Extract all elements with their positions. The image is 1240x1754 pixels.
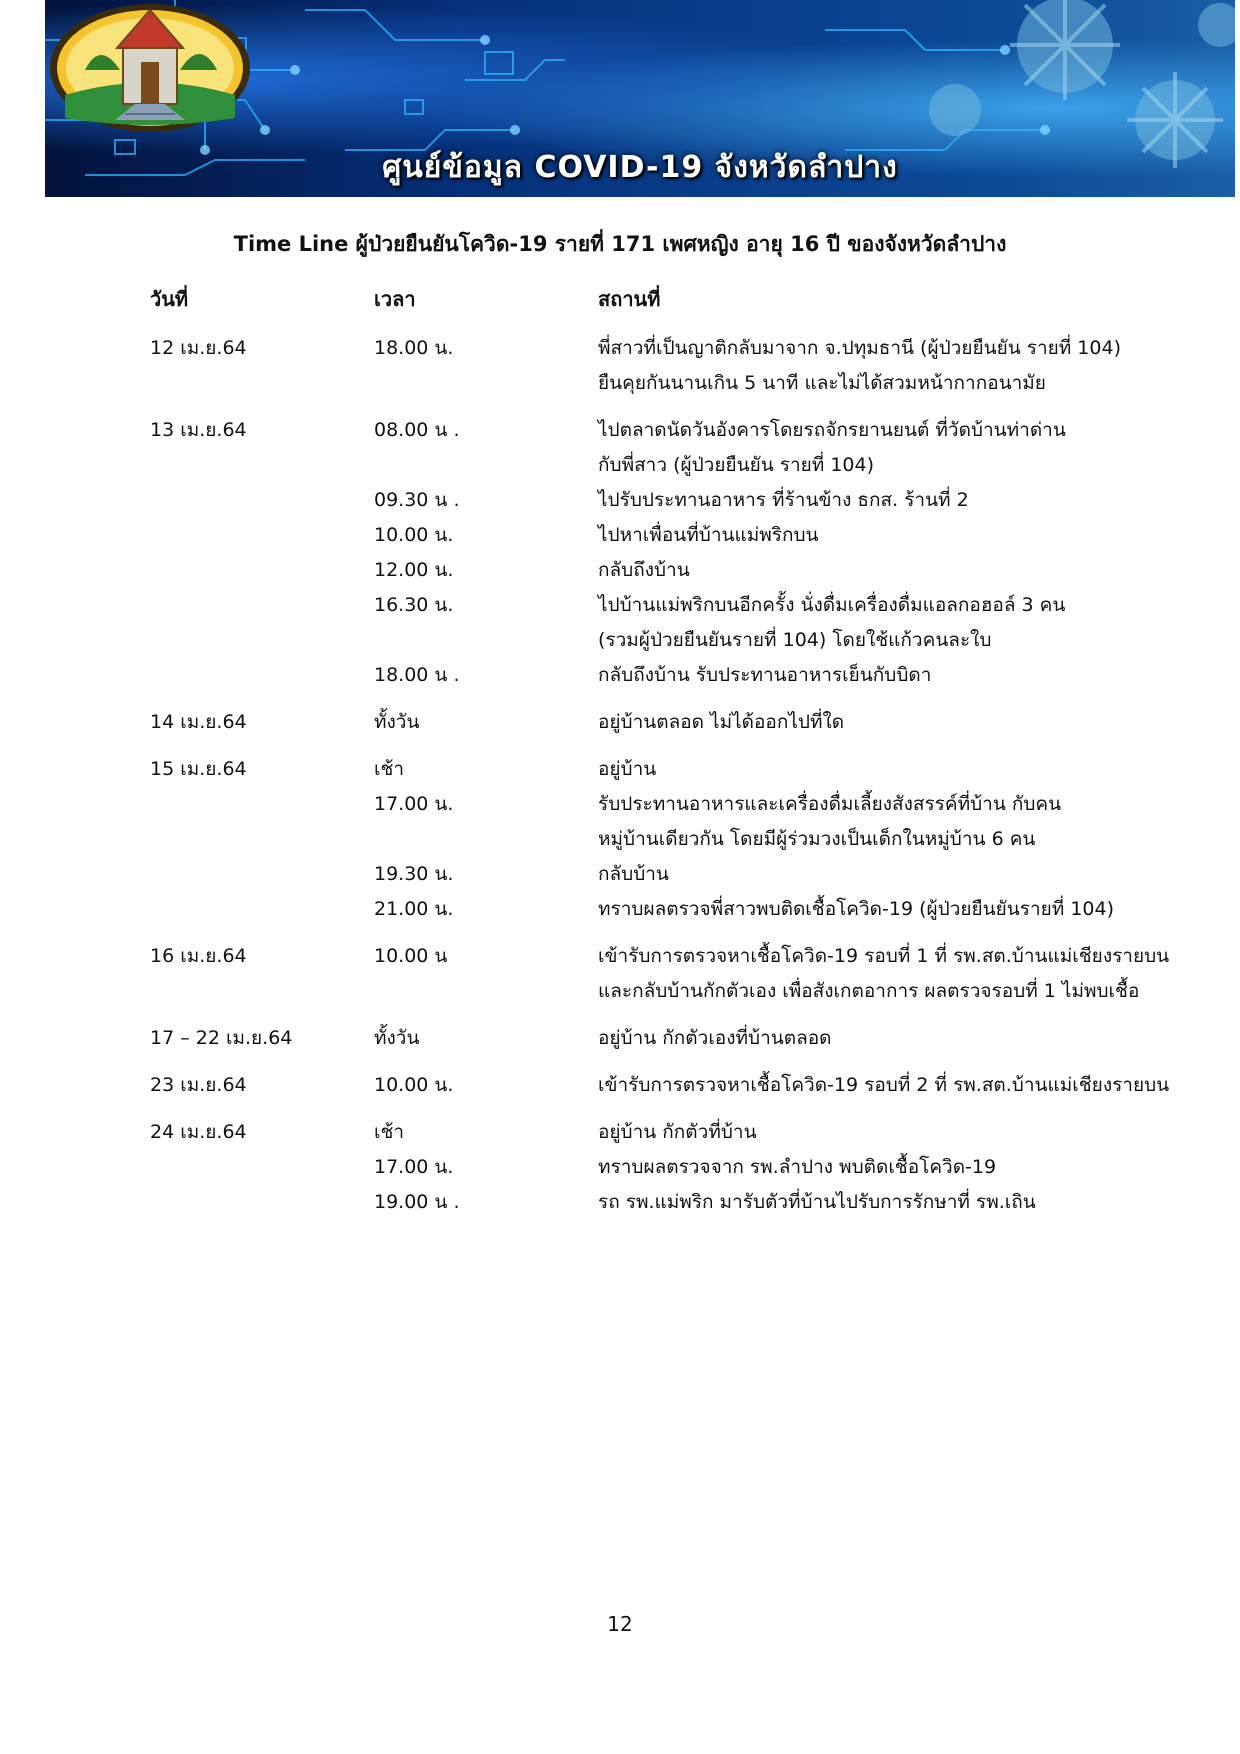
entry-date: 14 เม.ย.64 (150, 711, 247, 733)
entry-place (598, 892, 1200, 927)
entry-place (598, 588, 1200, 658)
entry-place-line: กลับถึงบ้าน (598, 559, 690, 581)
entry-place-line: กับพี่สาว (ผู้ป่วยยืนยัน รายที่ 104) (598, 454, 875, 476)
entry-place-line: ทราบผลตรวจพี่สาวพบติดเชื้อโควิด-19 (ผู้ป่วยยืนยันรายที่ 104) (598, 898, 1114, 920)
timeline-day-group (150, 705, 1200, 740)
timeline-entry (150, 553, 1200, 588)
entry-place-line: (รวมผู้ป่วยยืนยันรายที่ 104) โดยใช้แก้วคนละใบ (598, 629, 992, 651)
timeline-entry (150, 787, 1200, 857)
entry-place (598, 1185, 1200, 1220)
timeline-entry (150, 1150, 1200, 1185)
entry-date: 16 เม.ย.64 (150, 945, 247, 967)
timeline-entry (150, 857, 1200, 892)
entry-place (598, 413, 1200, 483)
entry-place-line: พี่สาวที่เป็นญาติกลับมาจาก จ.ปทุมธานี (ผู้ป่วยยืนยัน รายที่ 104) (598, 337, 1121, 359)
entry-place (598, 1115, 1200, 1150)
banner-title: ศูนย์ข้อมูล COVID-19 จังหวัดลำปาง (382, 150, 898, 185)
entry-place-line: ไปหาเพื่อนที่บ้านแม่พริกบน (598, 524, 819, 546)
entry-place-line: อยู่บ้าน กักตัวที่บ้าน (598, 1121, 757, 1143)
entry-time: 19.00 น . (374, 1191, 460, 1213)
entry-date: 13 เม.ย.64 (150, 419, 247, 441)
entry-time: 09.30 น . (374, 489, 460, 511)
timeline-entry (150, 1115, 1200, 1150)
entry-time: 18.00 น. (374, 337, 454, 359)
timeline-day-group (150, 331, 1200, 401)
timeline-entry (150, 588, 1200, 658)
timeline-table (150, 282, 1200, 1232)
entry-place-line: ทราบผลตรวจจาก รพ.ลำปาง พบติดเชื้อโควิด-19 (598, 1156, 997, 1178)
timeline-entry (150, 1021, 1200, 1056)
entry-date: 17 – 22 เม.ย.64 (150, 1027, 293, 1049)
timeline-entry (150, 705, 1200, 740)
entry-place (598, 787, 1200, 857)
entry-place-line: หมู่บ้านเดียวกัน โดยมีผู้ร่วมวงเป็นเด็กในหมู่บ้าน 6 คน (598, 828, 1036, 850)
entry-place-line: รับประทานอาหารและเครื่องดื่มเลี้ยงสังสรรค์ที่บ้าน กับคน (598, 793, 1062, 815)
entry-date (150, 588, 374, 658)
lampang-province-seal-icon (45, 0, 255, 136)
timeline-day-group (150, 752, 1200, 927)
entry-place (598, 331, 1200, 401)
entry-date (150, 857, 374, 892)
entry-place (598, 857, 1200, 892)
entry-time: 10.00 น. (374, 524, 454, 546)
entry-place (598, 1068, 1200, 1103)
timeline-day-group (150, 1115, 1200, 1220)
entry-date (150, 483, 374, 518)
entry-place (598, 752, 1200, 787)
entry-date (150, 658, 374, 693)
entry-place (598, 483, 1200, 518)
entry-place (598, 1150, 1200, 1185)
entry-place (598, 939, 1200, 1009)
entry-date (150, 1185, 374, 1220)
entry-time: 08.00 น . (374, 419, 460, 441)
entry-place (598, 553, 1200, 588)
entry-date: 15 เม.ย.64 (150, 758, 247, 780)
entry-place-line: ไปรับประทานอาหาร ที่ร้านข้าง ธกส. ร้านที่ 2 (598, 489, 969, 511)
page-number: 12 (607, 1612, 633, 1636)
entry-date (150, 787, 374, 857)
entry-time: ทั้งวัน (374, 711, 420, 733)
entry-time: เช้า (374, 758, 405, 780)
entry-place-line: ยืนคุยกันนานเกิน 5 นาที และไม่ได้สวมหน้ากากอนามัย (598, 372, 1046, 394)
timeline-day-group (150, 939, 1200, 1009)
timeline-entry (150, 1068, 1200, 1103)
timeline-day-group (150, 1021, 1200, 1056)
timeline-entry (150, 518, 1200, 553)
entry-date: 23 เม.ย.64 (150, 1074, 247, 1096)
entry-time: 18.00 น . (374, 664, 460, 686)
entry-date (150, 518, 374, 553)
timeline-entry (150, 483, 1200, 518)
entry-time: 19.30 น. (374, 863, 454, 885)
header-banner (45, 0, 1235, 197)
entry-place (598, 705, 1200, 740)
timeline-entry (150, 1185, 1200, 1220)
entry-time: 21.00 น. (374, 898, 454, 920)
entry-time: ทั้งวัน (374, 1027, 420, 1049)
timeline-day-group (150, 1068, 1200, 1103)
entry-place-line: และกลับบ้านกักตัวเอง เพื่อสังเกตอาการ ผลตรวจรอบที่ 1 ไม่พบเชื้อ (598, 980, 1140, 1002)
timeline-entry (150, 658, 1200, 693)
entry-date: 12 เม.ย.64 (150, 337, 247, 359)
timeline-entry (150, 892, 1200, 927)
entry-date (150, 553, 374, 588)
entry-date (150, 892, 374, 927)
entry-time: 10.00 น. (374, 1074, 454, 1096)
entry-place-line: รถ รพ.แม่พริก มารับตัวที่บ้านไปรับการรักษาที่ รพ.เถิน (598, 1191, 1036, 1213)
timeline-body (150, 331, 1200, 1220)
timeline-entry (150, 752, 1200, 787)
header-place: สถานที่ (598, 287, 661, 311)
timeline-day-group (150, 413, 1200, 693)
entry-place (598, 1021, 1200, 1056)
entry-place-line: เข้ารับการตรวจหาเชื้อโควิด-19 รอบที่ 2 ที่ รพ.สต.บ้านแม่เชียงรายบน (598, 1074, 1170, 1096)
timeline-entry (150, 939, 1200, 1009)
entry-place-line: ไปตลาดนัดวันอังคารโดยรถจักรยานยนต์ ที่วัดบ้านท่าด่าน (598, 419, 1066, 441)
entry-time: 17.00 น. (374, 1156, 454, 1178)
entry-place-line: อยู่บ้านตลอด ไม่ได้ออกไปที่ใด (598, 711, 845, 733)
entry-place-line: กลับถึงบ้าน รับประทานอาหารเย็นกับบิดา (598, 664, 932, 686)
entry-date (150, 1150, 374, 1185)
entry-place (598, 658, 1200, 693)
document-title: Time Line ผู้ป่วยยืนยันโควิด-19 รายที่ 171 เพศหญิง อายุ 16 ปี ของจังหวัดลำปาง (233, 232, 1007, 256)
header-date: วันที่ (150, 287, 189, 311)
entry-place-line: เข้ารับการตรวจหาเชื้อโควิด-19 รอบที่ 1 ที่ รพ.สต.บ้านแม่เชียงรายบน (598, 945, 1170, 967)
timeline-entry (150, 331, 1200, 401)
entry-place-line: อยู่บ้าน กักตัวเองที่บ้านตลอด (598, 1027, 832, 1049)
entry-time: 10.00 น (374, 945, 448, 967)
entry-time: 17.00 น. (374, 793, 454, 815)
entry-time: 12.00 น. (374, 559, 454, 581)
entry-place-line: ไปบ้านแม่พริกบนอีกครั้ง นั่งดื่มเครื่องดื่มแอลกอฮอล์ 3 คน (598, 594, 1066, 616)
entry-place (598, 518, 1200, 553)
entry-time: เช้า (374, 1121, 405, 1143)
timeline-entry (150, 413, 1200, 483)
timeline-header-row (150, 282, 1200, 317)
entry-place-line: กลับบ้าน (598, 863, 669, 885)
header-time: เวลา (374, 287, 416, 311)
entry-place-line: อยู่บ้าน (598, 758, 657, 780)
entry-date: 24 เม.ย.64 (150, 1121, 247, 1143)
entry-time: 16.30 น. (374, 594, 454, 616)
